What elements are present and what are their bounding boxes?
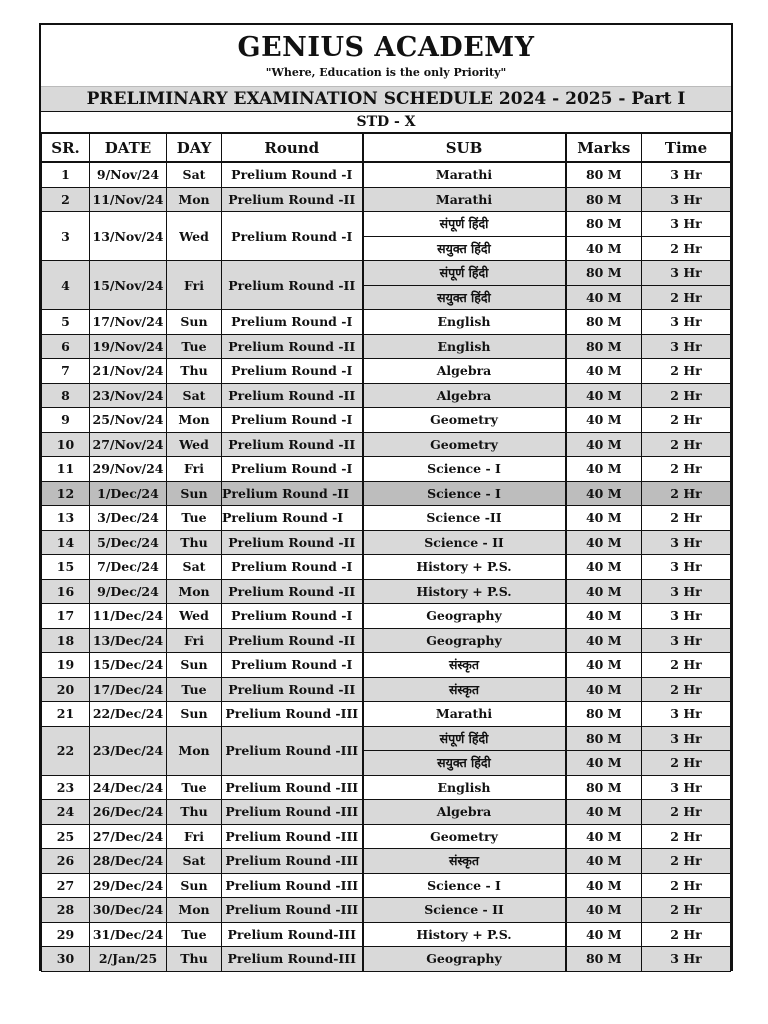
cell-time: 3 Hr xyxy=(642,726,731,751)
cell-round: Prelium Round -III xyxy=(222,873,363,898)
cell-subject: संपूर्ण हिंदी xyxy=(363,726,566,751)
cell-marks: 80 M xyxy=(566,947,642,972)
cell-subject: Geography xyxy=(363,604,566,629)
table-row xyxy=(42,800,731,825)
cell-marks: 80 M xyxy=(566,775,642,800)
cell-date: 15/Nov/24 xyxy=(90,261,167,310)
table-row xyxy=(42,824,731,849)
cell-round: Prelium Round -III xyxy=(222,726,363,775)
cell-sr: 4 xyxy=(42,261,90,310)
cell-marks: 40 M xyxy=(566,751,642,776)
cell-sr: 29 xyxy=(42,922,90,947)
cell-round: Prelium Round-III xyxy=(222,947,363,972)
cell-date: 28/Dec/24 xyxy=(90,849,167,874)
cell-marks: 40 M xyxy=(566,800,642,825)
cell-sr: 16 xyxy=(42,579,90,604)
cell-day: Thu xyxy=(167,359,222,384)
table-row xyxy=(42,187,731,212)
cell-round: Prelium Round -II xyxy=(222,628,363,653)
cell-sr: 22 xyxy=(42,726,90,775)
cell-time: 2 Hr xyxy=(642,359,731,384)
table-row xyxy=(42,628,731,653)
cell-round: Prelium Round -I xyxy=(222,555,363,580)
cell-day: Fri xyxy=(167,628,222,653)
cell-sr: 25 xyxy=(42,824,90,849)
cell-time: 2 Hr xyxy=(642,432,731,457)
table-row xyxy=(42,653,731,678)
cell-day: Mon xyxy=(167,726,222,775)
cell-day: Tue xyxy=(167,334,222,359)
table-row xyxy=(42,677,731,702)
cell-date: 13/Nov/24 xyxy=(90,212,167,261)
table-row xyxy=(42,530,731,555)
cell-round: Prelium Round -III xyxy=(222,702,363,727)
cell-time: 2 Hr xyxy=(642,506,731,531)
cell-marks: 80 M xyxy=(566,726,642,751)
cell-subject: Geometry xyxy=(363,408,566,433)
cell-day: Thu xyxy=(167,530,222,555)
cell-date: 2/Jan/25 xyxy=(90,947,167,972)
table-row xyxy=(42,162,731,187)
exam-schedule-table xyxy=(41,133,731,972)
cell-round: Prelium Round -I xyxy=(222,457,363,482)
cell-time: 3 Hr xyxy=(642,579,731,604)
cell-subject: Science - II xyxy=(363,898,566,923)
cell-date: 25/Nov/24 xyxy=(90,408,167,433)
table-row xyxy=(42,481,731,506)
table-row xyxy=(42,922,731,947)
cell-marks: 40 M xyxy=(566,579,642,604)
cell-day: Fri xyxy=(167,457,222,482)
cell-date: 31/Dec/24 xyxy=(90,922,167,947)
cell-time: 2 Hr xyxy=(642,383,731,408)
cell-round: Prelium Round -II xyxy=(222,677,363,702)
table-row xyxy=(42,310,731,335)
table-row xyxy=(42,702,731,727)
cell-sr: 23 xyxy=(42,775,90,800)
cell-time: 2 Hr xyxy=(642,873,731,898)
cell-subject: English xyxy=(363,310,566,335)
cell-date: 27/Dec/24 xyxy=(90,824,167,849)
cell-round: Prelium Round -I xyxy=(222,310,363,335)
col-header-sub: SUB xyxy=(363,134,566,163)
cell-date: 5/Dec/24 xyxy=(90,530,167,555)
cell-time: 2 Hr xyxy=(642,677,731,702)
cell-day: Wed xyxy=(167,212,222,261)
cell-time: 3 Hr xyxy=(642,947,731,972)
cell-sr: 30 xyxy=(42,947,90,972)
cell-day: Fri xyxy=(167,824,222,849)
cell-day: Sun xyxy=(167,873,222,898)
cell-subject: संस्कृत xyxy=(363,849,566,874)
cell-time: 3 Hr xyxy=(642,530,731,555)
cell-subject: सयुक्त हिंदी xyxy=(363,285,566,310)
cell-subject: Marathi xyxy=(363,702,566,727)
cell-marks: 40 M xyxy=(566,285,642,310)
table-row xyxy=(42,408,731,433)
cell-round: Prelium Round -III xyxy=(222,800,363,825)
cell-round: Prelium Round -II xyxy=(222,383,363,408)
table-row xyxy=(42,604,731,629)
cell-round: Prelium Round -II xyxy=(222,530,363,555)
cell-round: Prelium Round -II xyxy=(222,261,363,310)
cell-subject: Geometry xyxy=(363,824,566,849)
cell-date: 23/Dec/24 xyxy=(90,726,167,775)
cell-marks: 40 M xyxy=(566,481,642,506)
cell-time: 2 Hr xyxy=(642,457,731,482)
schedule-sheet xyxy=(39,23,733,971)
cell-subject: Science - I xyxy=(363,873,566,898)
cell-subject: History + P.S. xyxy=(363,922,566,947)
cell-day: Mon xyxy=(167,579,222,604)
cell-marks: 40 M xyxy=(566,604,642,629)
cell-round: Prelium Round -III xyxy=(222,824,363,849)
cell-time: 3 Hr xyxy=(642,261,731,286)
cell-day: Sun xyxy=(167,310,222,335)
cell-sr: 24 xyxy=(42,800,90,825)
cell-day: Sat xyxy=(167,162,222,187)
standard-label: STD - X xyxy=(41,111,731,132)
cell-round: Prelium Round -I xyxy=(222,653,363,678)
table-row xyxy=(42,359,731,384)
table-body xyxy=(42,162,731,971)
cell-sr: 1 xyxy=(42,162,90,187)
cell-subject: संस्कृत xyxy=(363,653,566,678)
cell-day: Sun xyxy=(167,481,222,506)
cell-day: Tue xyxy=(167,677,222,702)
table-row xyxy=(42,261,731,286)
cell-time: 2 Hr xyxy=(642,800,731,825)
cell-subject: Science -II xyxy=(363,506,566,531)
cell-date: 29/Dec/24 xyxy=(90,873,167,898)
cell-sr: 8 xyxy=(42,383,90,408)
academy-title: GENIUS ACADEMY xyxy=(237,32,535,63)
cell-time: 2 Hr xyxy=(642,922,731,947)
cell-marks: 40 M xyxy=(566,432,642,457)
cell-sr: 28 xyxy=(42,898,90,923)
cell-marks: 40 M xyxy=(566,824,642,849)
cell-day: Mon xyxy=(167,898,222,923)
cell-time: 3 Hr xyxy=(642,162,731,187)
cell-marks: 40 M xyxy=(566,849,642,874)
cell-round: Prelium Round -III xyxy=(222,775,363,800)
cell-day: Wed xyxy=(167,432,222,457)
cell-sr: 2 xyxy=(42,187,90,212)
cell-date: 1/Dec/24 xyxy=(90,481,167,506)
cell-marks: 40 M xyxy=(566,408,642,433)
cell-day: Thu xyxy=(167,947,222,972)
cell-time: 2 Hr xyxy=(642,849,731,874)
cell-subject: संस्कृत xyxy=(363,677,566,702)
cell-date: 26/Dec/24 xyxy=(90,800,167,825)
cell-day: Tue xyxy=(167,922,222,947)
cell-marks: 40 M xyxy=(566,506,642,531)
cell-time: 2 Hr xyxy=(642,481,731,506)
cell-marks: 40 M xyxy=(566,898,642,923)
cell-date: 11/Dec/24 xyxy=(90,604,167,629)
table-row xyxy=(42,579,731,604)
col-header-day: DAY xyxy=(167,134,222,163)
cell-date: 9/Nov/24 xyxy=(90,162,167,187)
cell-date: 22/Dec/24 xyxy=(90,702,167,727)
cell-time: 2 Hr xyxy=(642,751,731,776)
cell-marks: 40 M xyxy=(566,359,642,384)
cell-marks: 40 M xyxy=(566,628,642,653)
cell-date: 17/Dec/24 xyxy=(90,677,167,702)
col-header-round: Round xyxy=(222,134,363,163)
cell-time: 2 Hr xyxy=(642,824,731,849)
cell-round: Prelium Round -II xyxy=(222,432,363,457)
cell-date: 7/Dec/24 xyxy=(90,555,167,580)
cell-sr: 9 xyxy=(42,408,90,433)
cell-marks: 80 M xyxy=(566,162,642,187)
cell-sr: 3 xyxy=(42,212,90,261)
table-row xyxy=(42,775,731,800)
cell-date: 19/Nov/24 xyxy=(90,334,167,359)
cell-round: Prelium Round -I xyxy=(222,408,363,433)
cell-sr: 6 xyxy=(42,334,90,359)
cell-subject: History + P.S. xyxy=(363,579,566,604)
cell-sr: 20 xyxy=(42,677,90,702)
cell-date: 15/Dec/24 xyxy=(90,653,167,678)
cell-time: 2 Hr xyxy=(642,236,731,261)
cell-round: Prelium Round -I xyxy=(222,212,363,261)
cell-subject: संपूर्ण हिंदी xyxy=(363,212,566,237)
cell-day: Wed xyxy=(167,604,222,629)
cell-sr: 10 xyxy=(42,432,90,457)
cell-round: Prelium Round -I xyxy=(222,359,363,384)
cell-round: Prelium Round -III xyxy=(222,849,363,874)
cell-marks: 40 M xyxy=(566,873,642,898)
cell-marks: 40 M xyxy=(566,677,642,702)
cell-date: 11/Nov/24 xyxy=(90,187,167,212)
cell-day: Tue xyxy=(167,506,222,531)
cell-subject: Geography xyxy=(363,947,566,972)
cell-round: Prelium Round -II xyxy=(222,579,363,604)
cell-subject: Science - II xyxy=(363,530,566,555)
table-row xyxy=(42,726,731,751)
table-row xyxy=(42,334,731,359)
cell-date: 3/Dec/24 xyxy=(90,506,167,531)
schedule-heading: PRELIMINARY EXAMINATION SCHEDULE 2024 - 2025 - Part I xyxy=(41,86,731,111)
cell-round: Prelium Round -III xyxy=(222,898,363,923)
cell-subject: Marathi xyxy=(363,187,566,212)
table-row xyxy=(42,873,731,898)
cell-sr: 27 xyxy=(42,873,90,898)
cell-day: Mon xyxy=(167,187,222,212)
cell-time: 2 Hr xyxy=(642,408,731,433)
table-row xyxy=(42,898,731,923)
cell-day: Sun xyxy=(167,653,222,678)
col-header-sr: SR. xyxy=(42,134,90,163)
cell-time: 3 Hr xyxy=(642,334,731,359)
cell-marks: 80 M xyxy=(566,187,642,212)
cell-subject: संपूर्ण हिंदी xyxy=(363,261,566,286)
cell-time: 3 Hr xyxy=(642,702,731,727)
cell-subject: English xyxy=(363,334,566,359)
cell-sr: 26 xyxy=(42,849,90,874)
table-row xyxy=(42,212,731,237)
cell-time: 2 Hr xyxy=(642,285,731,310)
cell-time: 3 Hr xyxy=(642,187,731,212)
cell-round: Prelium Round -II xyxy=(222,481,363,506)
academy-motto: "Where, Education is the only Priority" xyxy=(265,66,507,79)
cell-time: 3 Hr xyxy=(642,555,731,580)
cell-subject: Algebra xyxy=(363,383,566,408)
cell-subject: English xyxy=(363,775,566,800)
cell-sr: 7 xyxy=(42,359,90,384)
cell-sr: 18 xyxy=(42,628,90,653)
cell-date: 24/Dec/24 xyxy=(90,775,167,800)
table-row xyxy=(42,555,731,580)
cell-time: 2 Hr xyxy=(642,653,731,678)
cell-date: 30/Dec/24 xyxy=(90,898,167,923)
cell-date: 21/Nov/24 xyxy=(90,359,167,384)
table-row xyxy=(42,947,731,972)
cell-subject: Science - I xyxy=(363,481,566,506)
cell-subject: Algebra xyxy=(363,800,566,825)
cell-marks: 40 M xyxy=(566,383,642,408)
table-header-row xyxy=(42,134,731,163)
cell-sr: 11 xyxy=(42,457,90,482)
cell-marks: 40 M xyxy=(566,653,642,678)
cell-sr: 15 xyxy=(42,555,90,580)
cell-round: Prelium Round -I xyxy=(222,162,363,187)
cell-subject: Marathi xyxy=(363,162,566,187)
cell-date: 23/Nov/24 xyxy=(90,383,167,408)
cell-sr: 12 xyxy=(42,481,90,506)
col-header-date: DATE xyxy=(90,134,167,163)
sheet-header xyxy=(41,25,731,133)
cell-day: Fri xyxy=(167,261,222,310)
table-row xyxy=(42,506,731,531)
cell-subject: Science - I xyxy=(363,457,566,482)
cell-sr: 17 xyxy=(42,604,90,629)
cell-marks: 80 M xyxy=(566,310,642,335)
cell-date: 9/Dec/24 xyxy=(90,579,167,604)
cell-day: Sat xyxy=(167,849,222,874)
cell-round: Prelium Round -I xyxy=(222,506,363,531)
cell-subject: Algebra xyxy=(363,359,566,384)
cell-sr: 5 xyxy=(42,310,90,335)
cell-round: Prelium Round-III xyxy=(222,922,363,947)
cell-subject: सयुक्त हिंदी xyxy=(363,751,566,776)
cell-day: Mon xyxy=(167,408,222,433)
cell-subject: Geography xyxy=(363,628,566,653)
cell-marks: 40 M xyxy=(566,922,642,947)
cell-day: Sun xyxy=(167,702,222,727)
cell-round: Prelium Round -II xyxy=(222,187,363,212)
cell-time: 3 Hr xyxy=(642,628,731,653)
table-row xyxy=(42,432,731,457)
cell-marks: 40 M xyxy=(566,457,642,482)
cell-marks: 80 M xyxy=(566,702,642,727)
cell-round: Prelium Round -II xyxy=(222,334,363,359)
cell-marks: 40 M xyxy=(566,236,642,261)
cell-sr: 14 xyxy=(42,530,90,555)
cell-date: 13/Dec/24 xyxy=(90,628,167,653)
cell-date: 27/Nov/24 xyxy=(90,432,167,457)
col-header-marks: Marks xyxy=(566,134,642,163)
cell-marks: 40 M xyxy=(566,555,642,580)
cell-sr: 21 xyxy=(42,702,90,727)
cell-time: 3 Hr xyxy=(642,775,731,800)
cell-subject: सयुक्त हिंदी xyxy=(363,236,566,261)
table-row xyxy=(42,849,731,874)
cell-time: 2 Hr xyxy=(642,898,731,923)
cell-marks: 40 M xyxy=(566,530,642,555)
cell-date: 29/Nov/24 xyxy=(90,457,167,482)
cell-day: Sat xyxy=(167,555,222,580)
cell-sr: 13 xyxy=(42,506,90,531)
cell-time: 3 Hr xyxy=(642,212,731,237)
cell-day: Tue xyxy=(167,775,222,800)
table-row xyxy=(42,457,731,482)
cell-time: 3 Hr xyxy=(642,310,731,335)
cell-date: 17/Nov/24 xyxy=(90,310,167,335)
table-row xyxy=(42,383,731,408)
cell-time: 3 Hr xyxy=(642,604,731,629)
cell-sr: 19 xyxy=(42,653,90,678)
cell-round: Prelium Round -I xyxy=(222,604,363,629)
cell-marks: 80 M xyxy=(566,261,642,286)
cell-day: Thu xyxy=(167,800,222,825)
col-header-time: Time xyxy=(642,134,731,163)
cell-day: Sat xyxy=(167,383,222,408)
cell-marks: 80 M xyxy=(566,334,642,359)
cell-subject: Geometry xyxy=(363,432,566,457)
cell-marks: 80 M xyxy=(566,212,642,237)
cell-subject: History + P.S. xyxy=(363,555,566,580)
